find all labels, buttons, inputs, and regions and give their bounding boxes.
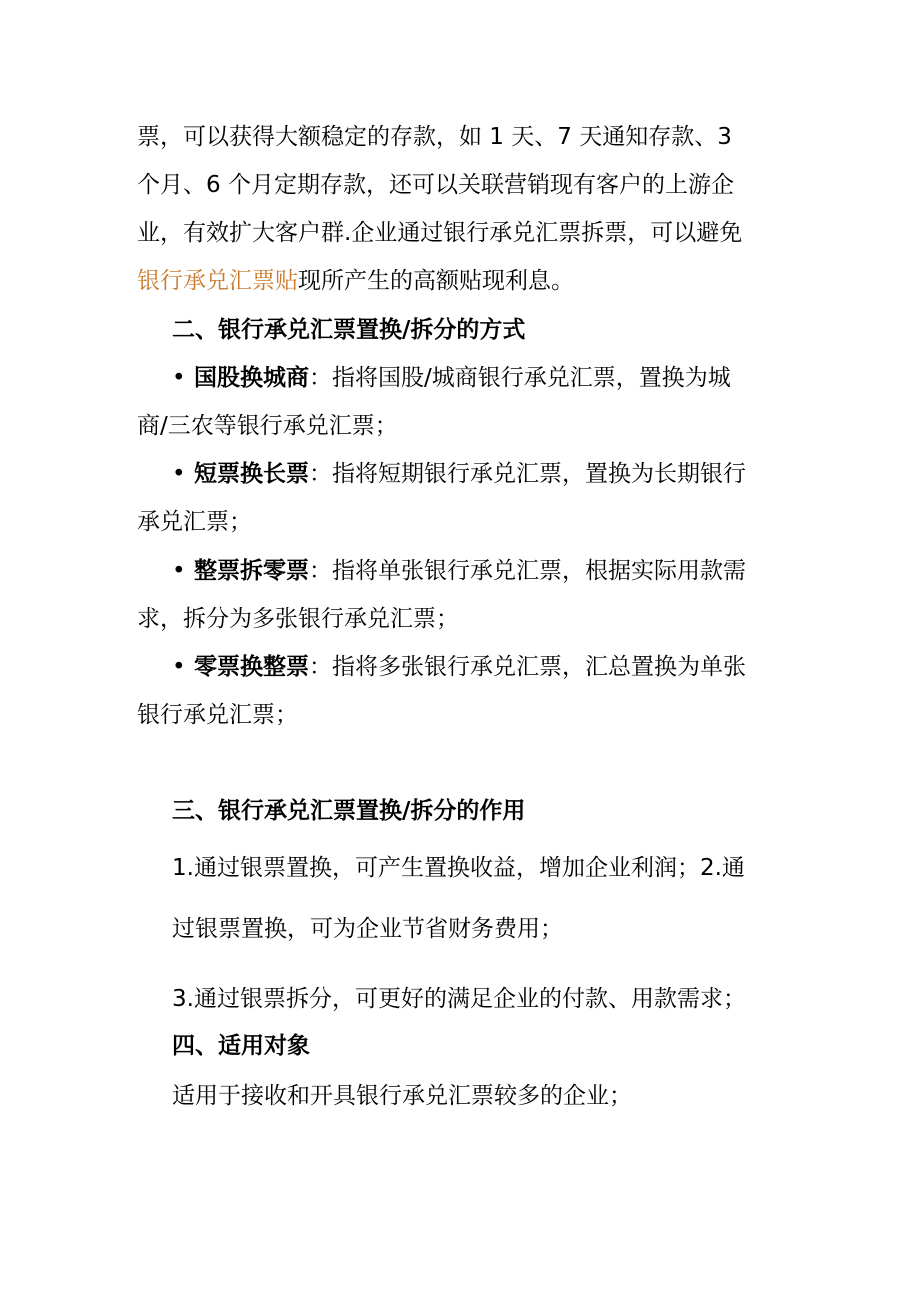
intro-line-3: 业，有效扩大客户群.企业通过银行承兑汇票拆票，可以避免 bbox=[137, 220, 743, 246]
bullet-icon: • bbox=[172, 461, 186, 487]
section-4-heading: 四、适用对象 bbox=[172, 1033, 310, 1059]
bullet-icon: • bbox=[172, 558, 186, 584]
bullet-item-3-cont: 求，拆分为多张银行承兑汇票； bbox=[137, 606, 459, 632]
bullet-desc: ：指将单张银行承兑汇票，根据实际用款需 bbox=[309, 558, 746, 584]
bullet-term: 国股换城商 bbox=[194, 365, 309, 391]
bullet-term: 零票换整票 bbox=[194, 654, 309, 680]
bullet-item-2-cont: 承兑汇票； bbox=[137, 509, 252, 535]
section-2-heading: 二、银行承兑汇票置换/拆分的方式 bbox=[172, 317, 526, 343]
bullet-item-1 bbox=[172, 362, 731, 394]
bullet-desc: ：指将多张银行承兑汇票，汇总置换为单张 bbox=[309, 654, 746, 680]
bullet-item-3 bbox=[172, 555, 746, 587]
bullet-desc: ：指将国股/城商银行承兑汇票，置换为城 bbox=[309, 365, 731, 391]
bullet-icon: • bbox=[172, 365, 186, 391]
bullet-item-2 bbox=[172, 458, 746, 490]
section-3-p1-line-1: 1.通过银票置换，可产生置换收益，增加企业利润；2.通 bbox=[172, 855, 745, 881]
intro-line-4 bbox=[137, 265, 574, 297]
bullet-term: 整票拆零票 bbox=[194, 558, 309, 584]
bullet-item-1-cont: 商/三农等银行承兑汇票； bbox=[137, 413, 398, 439]
intro-line-1: 票，可以获得大额稳定的存款，如 1 天、7 天通知存款、3 bbox=[137, 124, 732, 150]
bullet-icon: • bbox=[172, 654, 186, 680]
bullet-desc: ：指将短期银行承兑汇票，置换为长期银行 bbox=[309, 461, 746, 487]
section-3-p2: 3.通过银票拆分，可更好的满足企业的付款、用款需求； bbox=[172, 986, 746, 1012]
intro-line-2: 个月、6 个月定期存款，还可以关联营销现有客户的上游企 bbox=[137, 172, 734, 198]
section-3-p1-line-2: 过银票置换，可为企业节省财务费用； bbox=[172, 916, 563, 942]
bullet-term: 短票换长票 bbox=[194, 461, 309, 487]
bullet-item-4 bbox=[172, 651, 746, 683]
section-3-heading: 三、银行承兑汇票置换/拆分的作用 bbox=[172, 798, 526, 824]
section-4-text: 适用于接收和开具银行承兑汇票较多的企业； bbox=[172, 1083, 632, 1109]
bullet-item-4-cont: 银行承兑汇票； bbox=[137, 702, 298, 728]
discount-link[interactable]: 银行承兑汇票贴 bbox=[137, 268, 298, 294]
intro-line-4-rest: 现所产生的高额贴现利息。 bbox=[298, 268, 574, 294]
